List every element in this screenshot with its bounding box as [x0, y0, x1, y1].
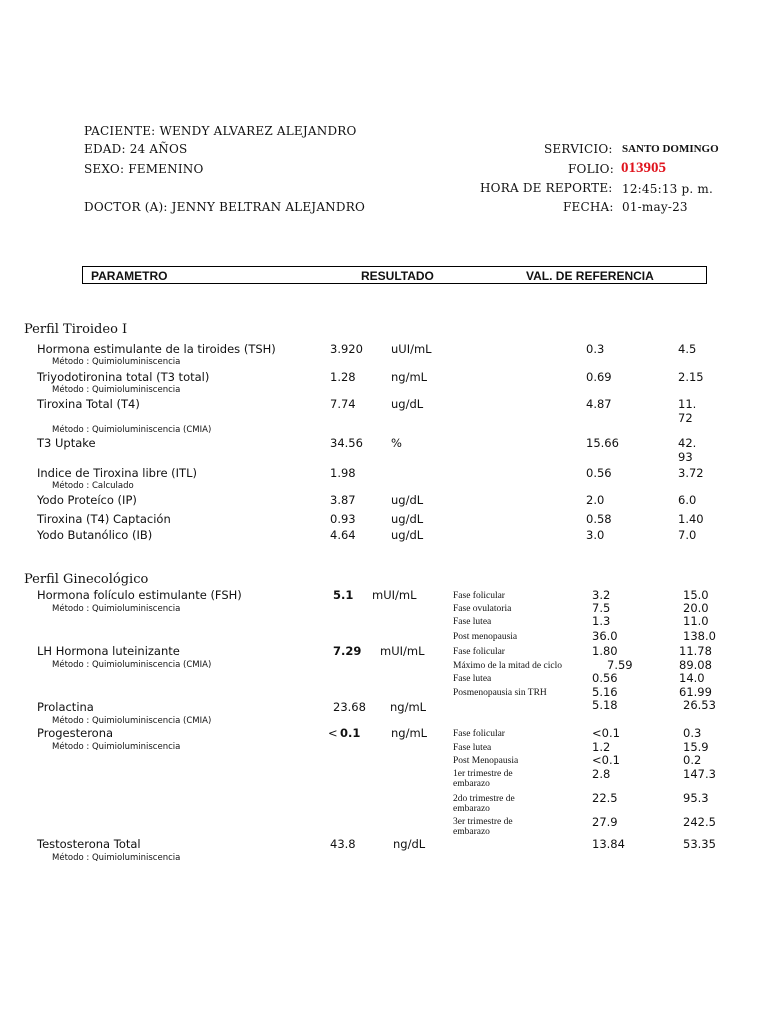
patient-age: EDAD: 24 AÑOS	[84, 142, 188, 156]
result-unit: ng/mL	[391, 726, 428, 740]
ref-low: 3.2	[592, 588, 611, 602]
ref-phase: Post menopausia	[453, 632, 518, 642]
service-value: SANTO DOMINGO	[622, 143, 719, 155]
patient-sex: SEXO: FEMENINO	[84, 162, 204, 176]
result-value: 3.87	[330, 493, 356, 507]
ref-low: 2.0	[586, 493, 605, 507]
param-name: Prolactina	[37, 700, 94, 714]
ref-low: 27.9	[592, 815, 618, 829]
header-parametro: PARAMETRO	[91, 269, 168, 283]
ref-phase: 1er trimestre de embarazo	[453, 769, 513, 789]
ref-low: 0.69	[586, 370, 612, 384]
param-name: Yodo Proteíco (IP)	[37, 493, 137, 507]
param-name: LH Hormona luteinizante	[37, 644, 180, 658]
ref-high: 4.5	[678, 342, 697, 356]
param-method: Método : Calculado	[52, 481, 134, 491]
param-name: Progesterona	[37, 726, 114, 740]
ref-low: 36.0	[592, 629, 618, 643]
param-name: Tiroxina Total (T4)	[37, 397, 140, 411]
ref-phase: Fase lutea	[453, 617, 492, 627]
ref-high: 7.0	[678, 528, 697, 542]
ref-high: 138.0	[683, 629, 716, 643]
ref-phase: Post Menopausia	[453, 756, 519, 766]
ref-high: 53.35	[683, 837, 716, 851]
param-name: Triyodotironina total (T3 total)	[37, 370, 210, 384]
result-value: 5.1	[333, 588, 354, 602]
ref-high: 61.99	[679, 685, 712, 699]
result-unit: ng/mL	[390, 700, 427, 714]
ref-phase: 2do trimestre de embarazo	[453, 794, 515, 814]
ref-low: 5.16	[592, 685, 618, 699]
ref-low: 1.3	[592, 614, 611, 628]
result-unit: ug/dL	[391, 397, 424, 411]
ref-phase: Fase lutea	[453, 674, 492, 684]
result-unit: mUI/mL	[380, 644, 425, 658]
result-value: 0.93	[330, 512, 356, 526]
report-time-label: HORA DE REPORTE:	[480, 181, 613, 195]
ref-low: 1.2	[592, 740, 611, 754]
patient-name: PACIENTE: WENDY ALVAREZ ALEJANDRO	[84, 124, 357, 138]
param-name: Testosterona Total	[37, 837, 141, 851]
result-value: 34.56	[330, 436, 363, 450]
param-method: Método : Quimioluminiscencia (CMIA)	[52, 660, 212, 670]
ref-low: 7.5	[592, 601, 611, 615]
result-value: 4.64	[330, 528, 356, 542]
ref-high: 15.0	[683, 588, 709, 602]
ref-low: 0.56	[586, 466, 612, 480]
ref-phase: Fase folicular	[453, 647, 505, 657]
result-unit: ng/dL	[393, 837, 426, 851]
section-title-gyneco: Perfil Ginecológico	[24, 572, 149, 587]
ref-high: 15.9	[683, 740, 709, 754]
result-unit: uUI/mL	[391, 342, 432, 356]
ref-low: 0.3	[586, 342, 605, 356]
result-value: 0.1	[340, 726, 361, 740]
param-method: Método : Quimioluminiscencia	[52, 853, 181, 863]
param-name: Indice de Tiroxina libre (ITL)	[37, 466, 197, 480]
result-value: 23.68	[333, 700, 366, 714]
ref-high: 95.3	[683, 791, 709, 805]
ref-phase: Fase ovulatoria	[453, 604, 512, 614]
results-table-header	[82, 266, 707, 284]
ref-high: 0.3	[683, 726, 702, 740]
result-unit: ug/dL	[391, 493, 424, 507]
param-method: Método : Quimioluminiscencia	[52, 385, 181, 395]
result-prefix: <	[328, 726, 338, 740]
folio-label: FOLIO:	[568, 162, 614, 176]
section-title-thyroid: Perfil Tiroideo I	[24, 322, 128, 337]
result-value: 43.8	[330, 837, 356, 851]
param-method: Método : Quimioluminiscencia (CMIA)	[52, 425, 212, 435]
ref-high: 147.3	[683, 767, 716, 781]
ref-low: 2.8	[592, 767, 611, 781]
result-value: 3.920	[330, 342, 363, 356]
ref-low: 22.5	[592, 791, 618, 805]
ref-low: 4.87	[586, 397, 612, 411]
folio-value: 013905	[621, 160, 666, 176]
ref-high: 6.0	[678, 493, 697, 507]
ref-low: 0.56	[592, 671, 618, 685]
report-date-value: 01-may-23	[622, 200, 688, 214]
ref-high: 11.72	[678, 397, 697, 425]
ref-high: 89.08	[679, 658, 712, 672]
param-method: Método : Quimioluminiscencia (CMIA)	[52, 716, 212, 726]
ref-phase: Fase folicular	[453, 729, 505, 739]
ref-phase: Máximo de la mitad de ciclo	[453, 661, 562, 671]
ref-low: <0.1	[592, 726, 620, 740]
param-name: Yodo Butanólico (IB)	[37, 528, 153, 542]
ref-high: 0.2	[683, 753, 702, 767]
result-value: 7.29	[333, 644, 362, 658]
ref-high: 2.15	[678, 370, 704, 384]
param-name: Tiroxina (T4) Captación	[37, 512, 171, 526]
ref-low: 5.18	[592, 698, 618, 712]
service-label: SERVICIO:	[544, 142, 613, 156]
ref-phase: Posmenopausia sin TRH	[453, 688, 547, 698]
param-name: Hormona estimulante de la tiroides (TSH)	[37, 342, 276, 356]
ref-phase: Fase folicular	[453, 591, 505, 601]
ref-low: 15.66	[586, 436, 619, 450]
ref-high: 20.0	[683, 601, 709, 615]
report-time-value: 12:45:13 p. m.	[622, 182, 714, 196]
ref-phase: Fase lutea	[453, 743, 492, 753]
ref-high: 3.72	[678, 466, 704, 480]
ref-high: 11.78	[679, 644, 712, 658]
ref-high: 242.5	[683, 815, 716, 829]
result-unit: ng/mL	[391, 370, 428, 384]
ref-high: 14.0	[679, 671, 705, 685]
result-unit: ug/dL	[391, 512, 424, 526]
result-unit: mUI/mL	[372, 588, 417, 602]
header-resultado: RESULTADO	[361, 269, 434, 283]
param-method: Método : Quimioluminiscencia	[52, 604, 181, 614]
doctor-name: DOCTOR (A): JENNY BELTRAN ALEJANDRO	[84, 200, 365, 214]
ref-high: 11.0	[683, 614, 709, 628]
ref-phase: 3er trimestre de embarazo	[453, 817, 513, 837]
param-method: Método : Quimioluminiscencia	[52, 357, 181, 367]
ref-low: 1.80	[592, 644, 618, 658]
result-unit: %	[391, 436, 402, 450]
header-referencia: VAL. DE REFERENCIA	[526, 269, 654, 283]
result-value: 7.74	[330, 397, 356, 411]
param-method: Método : Quimioluminiscencia	[52, 742, 181, 752]
ref-high: 26.53	[683, 698, 716, 712]
ref-high: 42.93	[678, 436, 697, 464]
ref-low: 0.58	[586, 512, 612, 526]
ref-low: 7.59	[607, 658, 633, 672]
result-value: 1.28	[330, 370, 356, 384]
ref-low: 3.0	[586, 528, 605, 542]
param-name: T3 Uptake	[37, 436, 96, 450]
ref-low: 13.84	[592, 837, 625, 851]
result-value: 1.98	[330, 466, 356, 480]
param-name: Hormona folículo estimulante (FSH)	[37, 588, 242, 602]
ref-low: <0.1	[592, 753, 620, 767]
ref-high: 1.40	[678, 512, 704, 526]
report-date-label: FECHA:	[563, 200, 614, 214]
result-unit: ug/dL	[391, 528, 424, 542]
